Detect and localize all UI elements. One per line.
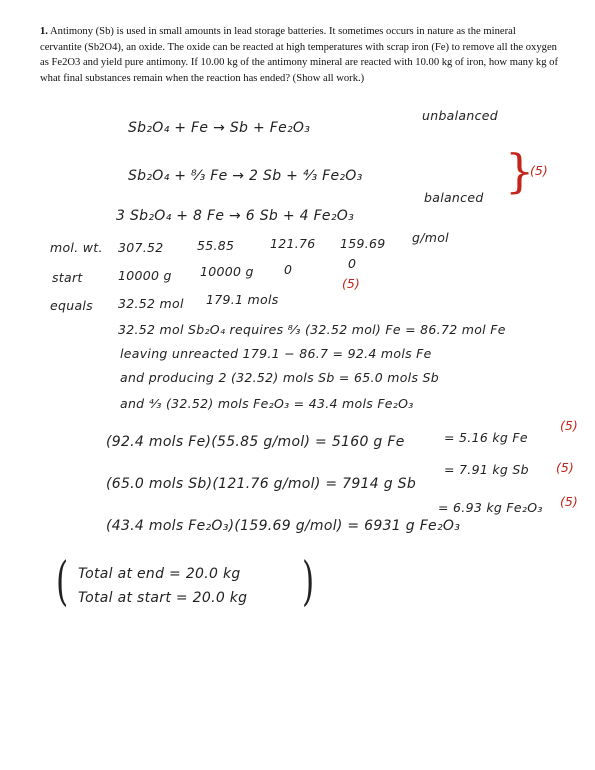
start-sb2o4: 10000 g (118, 268, 172, 283)
equals-label: equals (50, 298, 93, 313)
balanced-brace: } (505, 144, 535, 198)
start-label: start (52, 270, 83, 285)
molwt-sb2o4: 307.52 (118, 240, 164, 255)
problem-number: 1. (40, 26, 48, 37)
calc-fe2o3: (43.4 mols Fe₂O₃)(159.69 g/mol) = 6931 g Fe₂O₃ (106, 518, 461, 534)
right-paren: ) (302, 552, 315, 612)
molwt-sb: 121.76 (270, 236, 316, 251)
calc-sb-result: = 7.91 kg Sb (444, 462, 529, 477)
total-start: Total at start = 20.0 kg (78, 590, 248, 606)
points-sb: (5) (556, 460, 574, 475)
requires-line: 32.52 mol Sb₂O₄ requires ⁸⁄₃ (32.52 mol) Fe = 86.72 mol Fe (118, 322, 506, 337)
total-end: Total at end = 20.0 kg (78, 566, 241, 582)
calc-fe-result: = 5.16 kg Fe (444, 430, 528, 445)
calc-sb: (65.0 mols Sb)(121.76 g/mol) = 7914 g Sb (106, 476, 417, 492)
label-balanced: balanced (424, 190, 484, 205)
start-fe2o3: 0 (348, 256, 357, 271)
fe2o3-line: and ⁴⁄₃ (32.52) mols Fe₂O₃ = 43.4 mols Fe₂O₃ (120, 396, 414, 411)
molwt-label: mol. wt. (50, 240, 103, 255)
leaving-line: leaving unreacted 179.1 − 86.7 = 92.4 mols Fe (120, 346, 432, 361)
equation-fractional: Sb₂O₄ + ⁸⁄₃ Fe → 2 Sb + ⁴⁄₃ Fe₂O₃ (128, 168, 363, 184)
left-paren: ( (56, 552, 69, 612)
points-balanced: (5) (530, 163, 548, 178)
producing-line: and producing 2 (32.52) mols Sb = 65.0 mols Sb (120, 370, 440, 385)
molwt-fe: 55.85 (197, 238, 235, 253)
equation-unbalanced: Sb₂O₄ + Fe → Sb + Fe₂O₃ (128, 120, 311, 136)
equals-fe: 179.1 mols (206, 292, 279, 307)
molwt-unit: g/mol (412, 230, 449, 245)
equation-balanced: 3 Sb₂O₄ + 8 Fe → 6 Sb + 4 Fe₂O₃ (116, 208, 354, 224)
points-fe: (5) (560, 418, 578, 433)
problem-text: Antimony (Sb) is used in small amounts in lead storage batteries. It sometimes occurs in nature as the mineral cervantite (Sb2O4), an oxide. The oxide can be reacted at high temperatures with scrap iron (Fe) to remove all the oxygen as Fe2O3 and yield pure antimony. If 10.00 kg of the antimony mineral are reacted with 10.00 kg of iron, how many kg of what final substances remain when the reaction has ended? (Show all work.) (40, 26, 558, 84)
calc-fe2o3-result: = 6.93 kg Fe₂O₃ (438, 500, 543, 515)
start-sb: 0 (284, 262, 293, 277)
start-fe: 10000 g (200, 264, 254, 279)
calc-fe: (92.4 mols Fe)(55.85 g/mol) = 5160 g Fe (106, 434, 405, 450)
problem-statement (40, 24, 560, 86)
molwt-fe2o3: 159.69 (340, 236, 386, 251)
label-unbalanced: unbalanced (422, 108, 498, 123)
points-equals: (5) (342, 276, 360, 291)
equals-sb2o4: 32.52 mol (118, 296, 184, 311)
points-fe2o3: (5) (560, 494, 578, 509)
